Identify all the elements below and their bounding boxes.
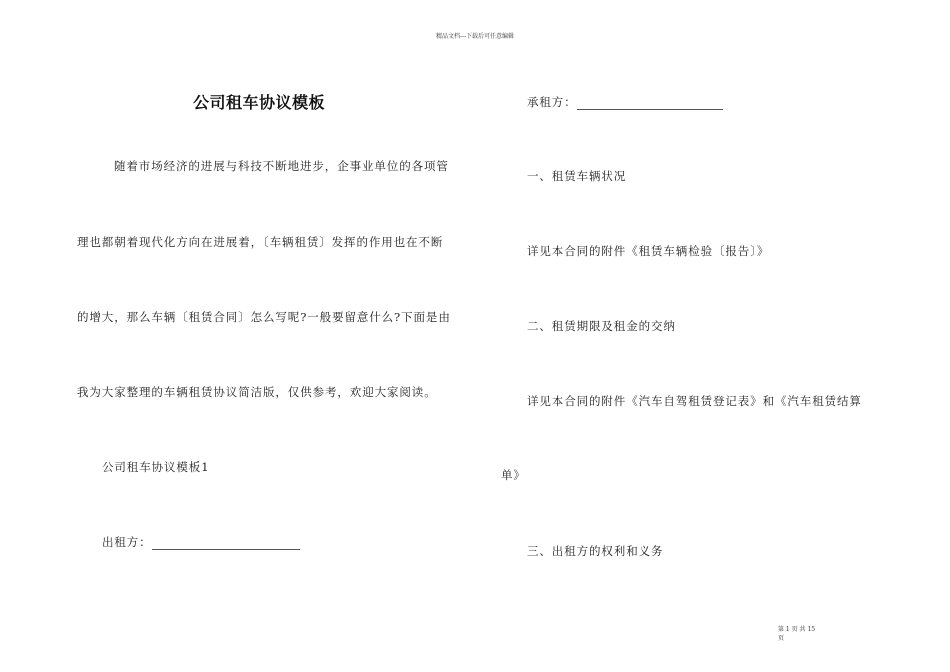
document-title: 公司租车协议模板 [193, 93, 326, 112]
intro-line-2: 理也都朝着现代化方向在进展着，〔车辆租赁〕发挥的作用也在不断 [77, 235, 444, 249]
lessor-label: 出租方： [102, 535, 152, 549]
intro-line-4: 我为大家整理的车辆租赁协议简洁版，仅供参考，欢迎大家阅读。 [77, 385, 437, 399]
section2-text-line2: 单》 [501, 468, 526, 482]
section2-title: 二、租赁期限及租金的交纳 [527, 319, 676, 333]
lessee-blank-line [577, 97, 723, 110]
lessee-label: 承租方： [527, 95, 577, 109]
header-note: 精品文档---下载后可任意编辑 [435, 33, 515, 40]
intro-line-1: 随着市场经济的进展与科技不断地进步，企事业单位的各项管 [114, 159, 449, 173]
template-heading: 公司租车协议模板1 [102, 460, 210, 474]
section2-text-line1: 详见本合同的附件《汽车自驾租赁登记表》和《汽车租赁结算 [527, 394, 862, 408]
lessor-field [102, 534, 300, 550]
section3-title: 三、出租方的权利和义务 [527, 544, 664, 558]
section1-title: 一、租赁车辆状况 [527, 169, 627, 183]
page-counter-suffix: 页 [778, 635, 785, 642]
lessee-field [527, 94, 723, 110]
lessor-blank-line [152, 537, 300, 550]
page-counter: 第 1 页 共 15 [778, 626, 816, 633]
section1-text: 详见本合同的附件《租赁车辆检验〔报告〕》 [527, 244, 770, 258]
intro-line-3: 的增大，那么车辆〔租赁合同〕怎么写呢?一般要留意什么?下面是由 [77, 310, 451, 324]
